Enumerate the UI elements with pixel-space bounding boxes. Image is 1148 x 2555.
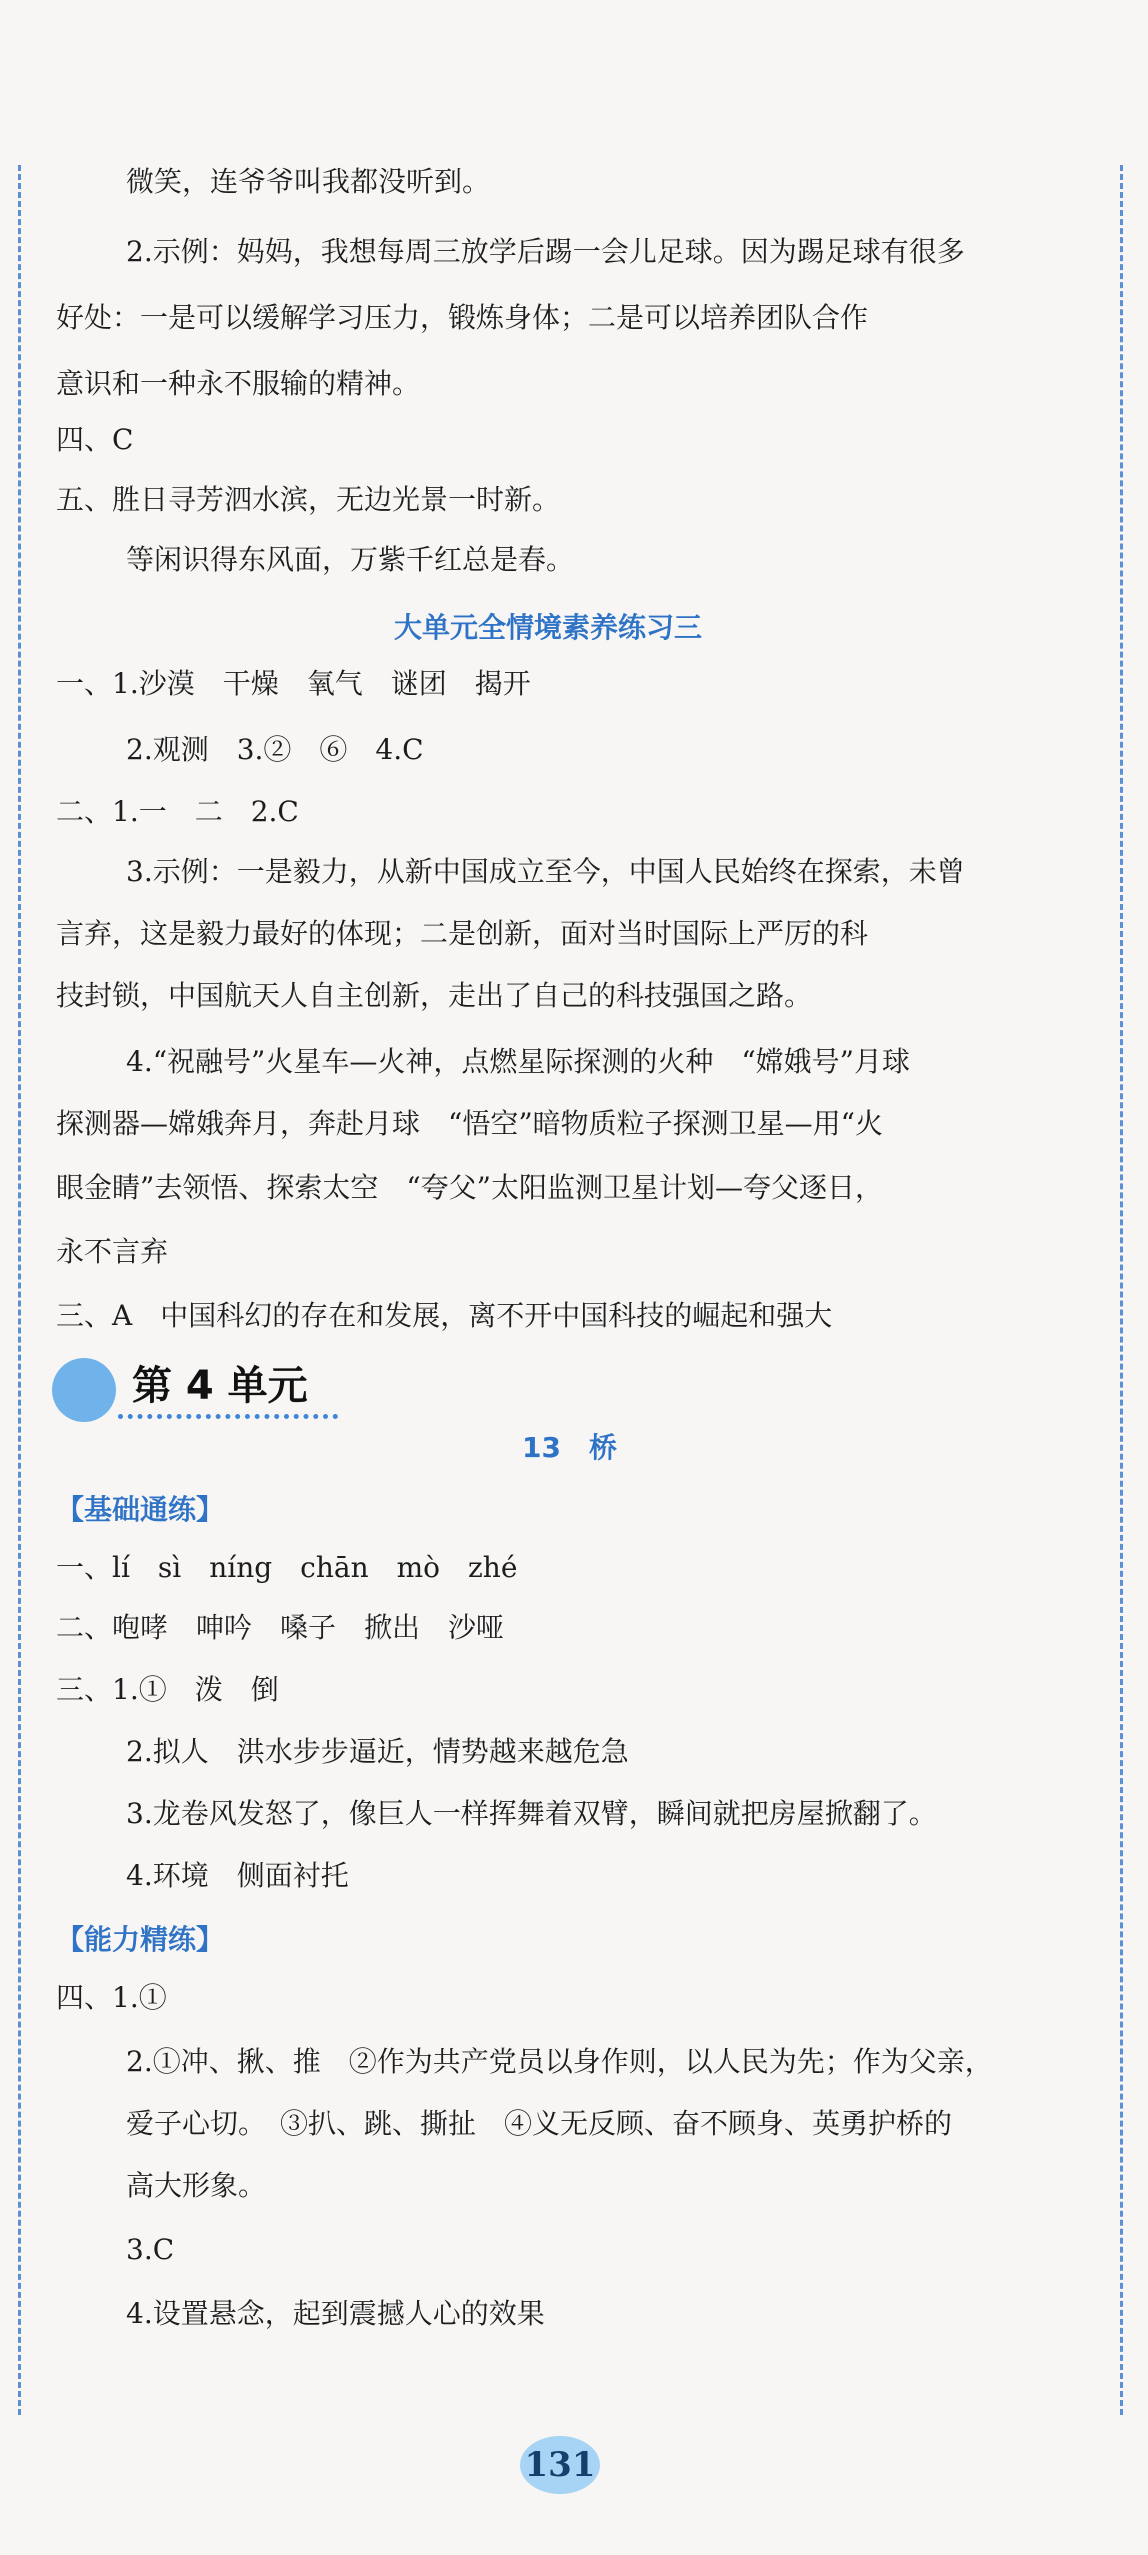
answer-line: 2.①冲、揪、推 ②作为共产党员以身作则，以人民为先；作为父亲， bbox=[126, 2045, 993, 2078]
answer-line: 一、lí sì níng chān mò zhé bbox=[56, 1551, 518, 1584]
answer-line: 三、A 中国科幻的存在和发展，离不开中国科技的崛起和强大 bbox=[56, 1299, 833, 1332]
answer-line: 五、胜日寻芳泗水滨，无边光景一时新。 bbox=[56, 483, 561, 516]
answer-line: 好处：一是可以缓解学习压力，锻炼身体；二是可以培养团队合作 bbox=[56, 301, 869, 334]
answer-line: 一、1.沙漠 干燥 氧气 谜团 揭开 bbox=[56, 667, 531, 700]
left-dashed-border bbox=[18, 165, 21, 2415]
unit-title: 第 4 单元 bbox=[132, 1363, 308, 1409]
answer-line: 技封锁，中国航天人自主创新，走出了自己的科技强国之路。 bbox=[56, 979, 813, 1012]
answer-line: 3.C bbox=[126, 2233, 175, 2266]
answer-line: 2.观测 3.② ⑥ 4.C bbox=[126, 733, 424, 766]
page-number: 131 bbox=[520, 2436, 600, 2494]
section-title: 大单元全情境素养练习三 bbox=[394, 611, 703, 644]
answer-line: 永不言弃 bbox=[56, 1235, 169, 1268]
answer-line: 4.环境 侧面衬托 bbox=[126, 1859, 349, 1892]
right-dashed-border bbox=[1120, 165, 1123, 2415]
answer-line: 二、1.一 二 2.C bbox=[56, 795, 299, 828]
answer-line: 言弃，这是毅力最好的体现；二是创新，面对当时国际上严厉的科 bbox=[56, 917, 869, 950]
answer-line: 2.拟人 洪水步步逼近，情势越来越危急 bbox=[126, 1735, 629, 1768]
answer-line: 2.示例：妈妈，我想每周三放学后踢一会儿足球。因为踢足球有很多 bbox=[126, 235, 965, 268]
answer-line: 二、咆哮 呻吟 嗓子 掀出 沙哑 bbox=[56, 1611, 505, 1644]
answer-line: 爱子心切。 ③扒、跳、撕扯 ④义无反顾、奋不顾身、英勇护桥的 bbox=[126, 2107, 953, 2140]
answer-line: 四、C bbox=[56, 423, 134, 456]
answer-line: 三、1.① 泼 倒 bbox=[56, 1673, 279, 1706]
answer-line: 微笑，连爷爷叫我都没听到。 bbox=[126, 165, 491, 198]
unit-circle-icon bbox=[52, 1358, 116, 1422]
unit-dotted-underline bbox=[118, 1414, 338, 1419]
basic-practice-heading: 【基础通练】 bbox=[56, 1493, 225, 1526]
answer-line: 4.设置悬念，起到震撼人心的效果 bbox=[126, 2297, 545, 2330]
answer-line: 4.“祝融号”火星车—火神，点燃星际探测的火种 “嫦娥号”月球 bbox=[126, 1045, 910, 1078]
lesson-title: 13 桥 bbox=[522, 1431, 617, 1464]
answer-line: 3.龙卷风发怒了，像巨人一样挥舞着双臂，瞬间就把房屋掀翻了。 bbox=[126, 1797, 937, 1830]
answer-line: 3.示例：一是毅力，从新中国成立至今，中国人民始终在探索，未曾 bbox=[126, 855, 965, 888]
answer-line: 等闲识得东风面，万紫千红总是春。 bbox=[126, 543, 575, 576]
answer-line: 四、1.① bbox=[56, 1981, 167, 2014]
ability-practice-heading: 【能力精练】 bbox=[56, 1923, 225, 1956]
answer-line: 眼金睛”去领悟、探索太空 “夸父”太阳监测卫星计划—夸父逐日， bbox=[56, 1171, 883, 1204]
answer-line: 意识和一种永不服输的精神。 bbox=[56, 367, 421, 400]
answer-line: 探测器—嫦娥奔月，奔赴月球 “悟空”暗物质粒子探测卫星—用“火 bbox=[56, 1107, 883, 1140]
answer-line: 高大形象。 bbox=[126, 2169, 267, 2202]
